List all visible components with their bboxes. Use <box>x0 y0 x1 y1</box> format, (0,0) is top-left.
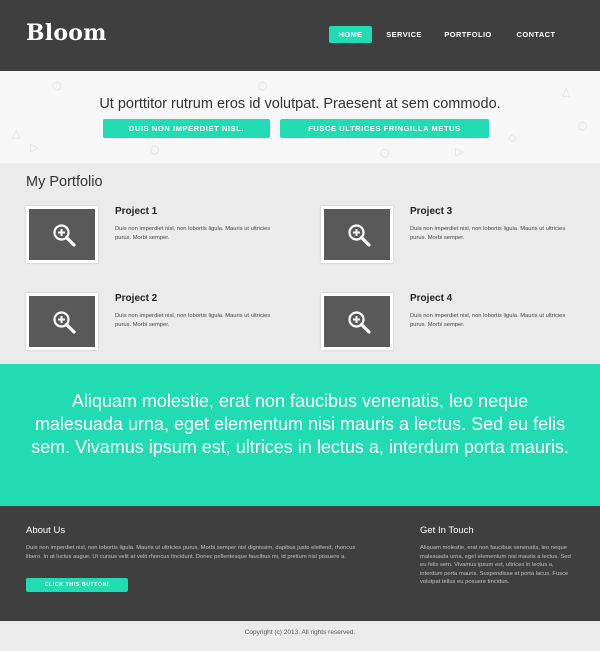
project-thumbnail[interactable] <box>26 293 98 350</box>
hero-button-secondary[interactable]: FUSCE ULTRICES FRINGILLA METUS <box>280 119 489 138</box>
decorative-triangle-icon: △ <box>12 127 21 140</box>
hero-button-primary[interactable]: DUIS NON IMPERDIET NISL. <box>103 119 270 138</box>
nav-item-home[interactable]: HOME <box>329 26 372 43</box>
hero-headline: Ut porttitor rutrum eros id volutpat. Praesent at sem commodo. <box>99 96 501 112</box>
project-thumbnail[interactable] <box>321 293 393 350</box>
decorative-circle-icon: ○ <box>52 79 62 92</box>
project-title[interactable]: Project 1 <box>115 206 158 217</box>
zoom-in-icon <box>52 310 76 334</box>
zoom-in-icon <box>52 223 76 247</box>
project-title[interactable]: Project 2 <box>115 293 158 304</box>
decorative-circle-icon: ○ <box>380 146 390 159</box>
decorative-circle-icon: ○ <box>578 119 588 132</box>
zoom-in-icon <box>347 223 371 247</box>
banner-text: Aliquam molestie, erat non faucibus venenatis, leo neque malesuada urna, eget elementum nisi mauris a lectus. Sed eu felis sem. Vivamus ipsum est, ultrices in lectus a, interdum porta mauris. <box>31 391 569 457</box>
project-description: Duis non imperdiet nisl, non lobortis ligula. Mauris ut ultricies purus. Morbi semper. <box>410 313 566 328</box>
decorative-diamond-icon: ◇ <box>508 131 517 144</box>
copyright-text: Copyright (c) 2013. All rights reserved. <box>0 621 600 651</box>
project-card <box>26 206 286 266</box>
portfolio-title: My Portfolio <box>26 174 103 190</box>
project-card <box>26 293 286 353</box>
footer-cta-button[interactable]: CLICK THIS BUTTON! <box>26 578 128 592</box>
quote-banner <box>0 364 600 506</box>
project-description: Duis non imperdiet nisl, non lobortis ligula. Mauris ut ultricies purus. Morbi semper. <box>115 226 271 241</box>
decorative-triangle-icon: ▷ <box>455 145 464 158</box>
decorative-triangle-icon: ▷ <box>30 141 39 154</box>
site-logo[interactable]: Bloom <box>26 20 107 46</box>
project-description: Duis non imperdiet nisl, non lobortis ligula. Mauris ut ultricies purus. Morbi semper. <box>410 226 566 241</box>
decorative-circle-icon: ○ <box>258 79 268 92</box>
site-header <box>0 0 600 71</box>
site-footer <box>0 506 600 621</box>
decorative-circle-icon: ○ <box>150 143 160 156</box>
project-thumbnail[interactable] <box>321 206 393 263</box>
nav-item-service[interactable]: SERVICE <box>386 30 422 39</box>
decorative-triangle-icon: △ <box>562 85 571 98</box>
project-description: Duis non imperdiet nisl, non lobortis ligula. Mauris ut ultricies purus. Morbi semper. <box>115 313 271 328</box>
portfolio-section <box>0 163 600 364</box>
about-text: Duis non imperdiet nisl, non lobortis ligula. Mauris ut ultricies purus. Morbi semper nisl dignissim, dapibus justo eleifend, rhoncus libero. In at luctus augue. Ut cursus velit at velit rhoncus tincidunt. Donec pellentesque faucibus mi, id pretium nisl posuere a. <box>26 545 356 560</box>
zoom-in-icon <box>347 310 371 334</box>
contact-text: Aliquam molestie, erat non faucibus venenatis, leo neque malesuada urna, eget elementum nisi mauris a lectus. Sed eu felis sem. Vivamus ipsum est, ultrices in lectus a, interdum porta mauris. Suspendisse et porta lacus. Fusce volutpat tellus eu posuere tincidun. <box>420 545 571 586</box>
project-title[interactable]: Project 4 <box>410 293 453 304</box>
project-thumbnail[interactable] <box>26 206 98 263</box>
nav-item-portfolio[interactable]: PORTFOLIO <box>444 30 492 39</box>
about-title: About Us <box>26 525 66 536</box>
project-title[interactable]: Project 3 <box>410 206 453 217</box>
hero-section <box>0 71 600 163</box>
project-card <box>321 206 581 266</box>
contact-title: Get In Touch <box>420 525 474 536</box>
project-card <box>321 293 581 353</box>
nav-item-contact[interactable]: CONTACT <box>516 30 556 39</box>
